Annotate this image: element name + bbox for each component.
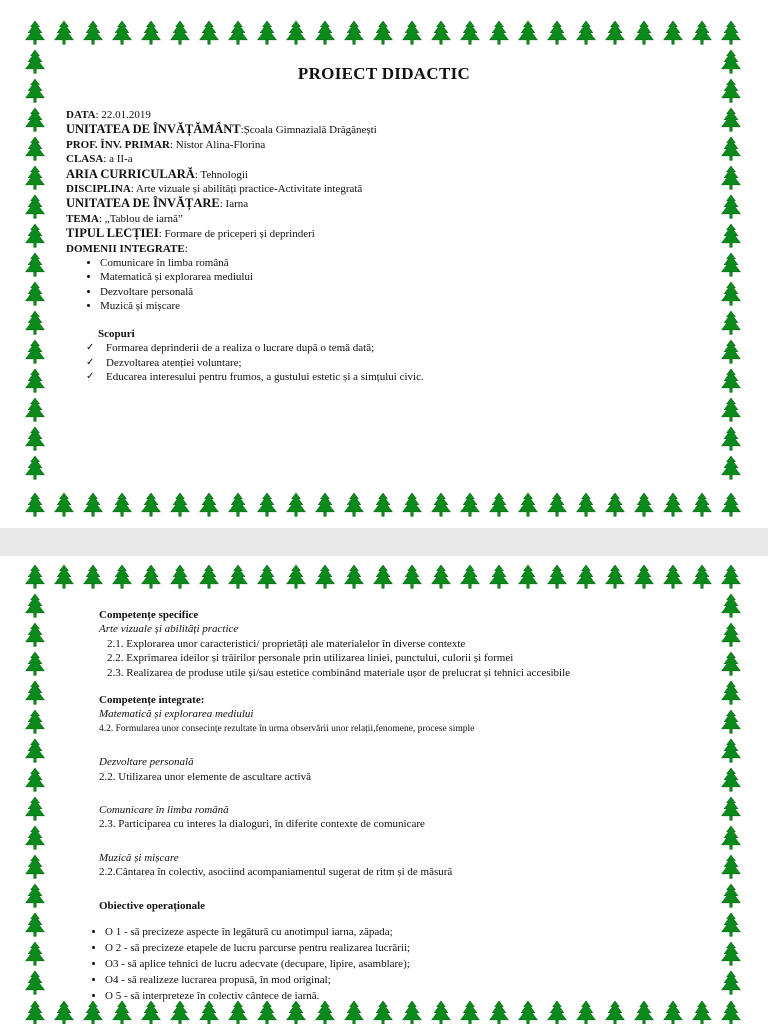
field-row: [66, 226, 706, 241]
field-row: [66, 152, 706, 166]
tree-icon: [55, 493, 74, 516]
field-row: [66, 182, 706, 196]
tree-icon: [722, 493, 741, 516]
field-label: PROF. ÎNV. PRIMAR: [66, 138, 170, 151]
tree-icon: [606, 21, 625, 44]
tree-icon: [26, 340, 45, 363]
field-label: CLASA: [66, 153, 104, 166]
tree-icon: [693, 493, 712, 516]
tree-icon: [548, 21, 567, 44]
com-item: 2.3. Participarea cu interes la dialoguri, în diferite contexte de comunicare: [99, 818, 425, 831]
project-header-section: [66, 108, 706, 384]
document-page-2: [0, 556, 768, 1024]
tree-icon: [722, 971, 741, 994]
tree-icon: [722, 826, 741, 849]
tree-icon: [142, 493, 161, 516]
tree-icon: [722, 913, 741, 936]
muz-title: Muzică și mișcare: [99, 851, 179, 864]
field-value: : a II-a: [103, 153, 133, 166]
tree-icon: [722, 768, 741, 791]
tree-icon: [287, 493, 306, 516]
tree-icon: [722, 1001, 741, 1024]
tree-icon: [664, 565, 683, 588]
tree-icon: [26, 884, 45, 907]
tree-icon: [722, 340, 741, 363]
tree-icon: [722, 427, 741, 450]
field-value: :Școala Gimnazială Drăgănești: [240, 124, 377, 137]
tree-icon: [142, 21, 161, 44]
tree-icon: [490, 21, 509, 44]
tree-icon: [345, 565, 364, 588]
tree-icon: [722, 224, 741, 247]
tree-icon: [26, 311, 45, 334]
tree-icon: [287, 21, 306, 44]
tree-icon: [403, 493, 422, 516]
field-row: [66, 196, 706, 211]
list-item: ✓ Formarea deprinderii de a realiza o lucrare după o temă dată;: [66, 341, 706, 355]
tree-icon: [722, 942, 741, 965]
tree-icon: [26, 855, 45, 878]
tree-icon: [461, 493, 480, 516]
tree-icon: [432, 565, 451, 588]
tree-icon: [403, 21, 422, 44]
tree-icon: [606, 493, 625, 516]
tree-icon: [55, 21, 74, 44]
tree-icon: [26, 21, 45, 44]
tree-icon: [171, 1001, 190, 1024]
tree-icon: [26, 398, 45, 421]
arte-title: Arte vizuale și abilități practice: [99, 623, 239, 636]
tree-icon: [693, 21, 712, 44]
field-row: [66, 138, 706, 152]
tree-icon: [171, 493, 190, 516]
tree-icon: [26, 108, 45, 131]
tree-icon: [432, 21, 451, 44]
tree-icon: [722, 652, 741, 675]
list-item: 2.1. Explorarea unor caracteristici/ proprietăți ale materialelor în diverse contexte: [107, 637, 466, 650]
tree-icon: [26, 797, 45, 820]
tree-icon: [84, 21, 103, 44]
tree-icon: [316, 1001, 335, 1024]
tree-icon: [84, 1001, 103, 1024]
tree-icon: [722, 623, 741, 646]
field-row: [66, 212, 706, 226]
list-item: • Comunicare în limba română: [100, 256, 706, 270]
tree-icon: [403, 565, 422, 588]
tree-icon: [258, 493, 277, 516]
muz-item: 2.2.Cântarea în colectiv, asociind acompaniamentul sugerat de ritm și de măsură: [99, 866, 453, 879]
tree-icon: [722, 456, 741, 479]
tree-icon: [722, 195, 741, 218]
tree-icon: [26, 739, 45, 762]
scopuri-title: Scopuri: [98, 327, 135, 340]
tree-icon: [113, 565, 132, 588]
list-item: ✓ Dezvoltarea atenției voluntare;: [66, 356, 706, 370]
field-value: : Formare de priceperi și deprinderi: [158, 228, 315, 241]
field-label: DISCIPLINA: [66, 183, 131, 196]
tree-icon: [722, 137, 741, 160]
tree-icon: [722, 884, 741, 907]
tree-icon: [26, 253, 45, 276]
tree-icon: [258, 21, 277, 44]
list-item: • O4 - să realizeze lucrarea propusă, în mod original;: [105, 972, 699, 988]
competente-specifice-title: Competențe specifice: [99, 609, 199, 621]
tree-icon: [374, 565, 393, 588]
tree-icon: [26, 623, 45, 646]
tree-icon: [635, 21, 654, 44]
tree-icon: [519, 1001, 538, 1024]
field-value: : „Tablou de iarnă”: [99, 212, 183, 225]
field-row: [66, 167, 706, 182]
tree-icon: [606, 565, 625, 588]
tree-icon: [606, 1001, 625, 1024]
tree-icon: [635, 565, 654, 588]
tree-icon: [287, 1001, 306, 1024]
tree-icon: [548, 1001, 567, 1024]
tree-icon: [113, 21, 132, 44]
tree-icon: [26, 826, 45, 849]
mate-item: 4.2. Formularea unor consecințe rezultate în urma observării unor relații,fenomene, procese simple: [99, 723, 475, 734]
tree-icon: [722, 108, 741, 131]
obiective-title: Obiective operaționale: [99, 899, 206, 912]
tree-icon: [432, 493, 451, 516]
tree-icon: [664, 21, 683, 44]
tree-icon: [316, 21, 335, 44]
tree-icon: [722, 681, 741, 704]
tree-icon: [113, 1001, 132, 1024]
tree-icon: [171, 565, 190, 588]
list-item: • O 2 - să precizeze etapele de lucru parcurse pentru realizarea lucrării;: [105, 940, 699, 956]
tree-icon: [345, 1001, 364, 1024]
tree-icon: [84, 493, 103, 516]
tree-icon: [84, 565, 103, 588]
tree-icon: [490, 565, 509, 588]
competencies-section: [99, 608, 699, 1004]
mate-title: Matematică și explorarea mediului: [99, 708, 254, 721]
tree-icon: [722, 565, 741, 588]
tree-icon: [316, 493, 335, 516]
tree-icon: [26, 195, 45, 218]
tree-icon: [577, 565, 596, 588]
field-value: : Nistor Alina-Florina: [169, 138, 266, 151]
tree-icon: [229, 493, 248, 516]
tree-icon: [722, 797, 741, 820]
dezv-item: 2.2. Utilizarea unor elemente de ascultare activă: [99, 770, 311, 783]
tree-icon: [722, 21, 741, 44]
tree-icon: [229, 1001, 248, 1024]
tree-icon: [577, 1001, 596, 1024]
tree-icon: [722, 594, 741, 617]
tree-icon: [635, 1001, 654, 1024]
list-item: • O 5 - să interpreteze în colectiv cântece de iarnă.: [105, 988, 699, 1004]
tree-icon: [26, 971, 45, 994]
field-value: : Arte vizuale și abilități practice-Activitate integrată: [130, 183, 363, 196]
tree-icon: [548, 493, 567, 516]
list-item: • Dezvoltare personală: [100, 285, 706, 299]
tree-icon: [548, 565, 567, 588]
tree-icon: [722, 253, 741, 276]
list-item: • O 1 - să precizeze aspecte în legătură cu anotimpul iarna, zăpada;: [105, 924, 699, 940]
field-value: : 22.01.2019: [95, 109, 151, 121]
tree-icon: [722, 398, 741, 421]
tree-icon: [26, 224, 45, 247]
page-title: PROIECT DIDACTIC: [297, 64, 471, 83]
tree-icon: [258, 565, 277, 588]
tree-icon: [403, 1001, 422, 1024]
tree-icon: [200, 1001, 219, 1024]
list-item: • Matematică și explorarea mediului: [100, 270, 706, 284]
tree-icon: [664, 493, 683, 516]
com-title: Comunicare în limba română: [99, 804, 229, 817]
tree-icon: [345, 21, 364, 44]
tree-icon: [26, 913, 45, 936]
tree-icon: [142, 1001, 161, 1024]
field-value: : Iarna: [219, 198, 249, 211]
domenii-list: [66, 256, 706, 314]
tree-icon: [200, 21, 219, 44]
field-label: TEMA: [66, 212, 99, 225]
tree-icon: [577, 21, 596, 44]
tree-icon: [26, 652, 45, 675]
list-item: • Muzică și mișcare: [100, 299, 706, 313]
tree-icon: [55, 565, 74, 588]
field-label: TIPUL LECȚIEI: [66, 226, 159, 241]
tree-icon: [229, 21, 248, 44]
tree-icon: [722, 710, 741, 733]
field-value: : Tehnologii: [194, 168, 248, 181]
tree-icon: [722, 739, 741, 762]
list-item: 2.3. Realizarea de produse utile și/sau estetice combinând materiale ușor de prelucrat și tehnici accesibile: [107, 666, 571, 679]
tree-icon: [693, 1001, 712, 1024]
tree-icon: [113, 493, 132, 516]
tree-icon: [722, 166, 741, 189]
tree-icon: [519, 493, 538, 516]
list-item: • O3 - să aplice tehnici de lucru adecvate (decupare, lipire, asamblare);: [105, 956, 699, 972]
tree-icon: [490, 493, 509, 516]
tree-icon: [490, 1001, 509, 1024]
field-row: [66, 108, 706, 122]
field-row: [66, 122, 706, 137]
tree-icon: [374, 1001, 393, 1024]
tree-icon: [26, 427, 45, 450]
tree-icon: [200, 565, 219, 588]
list-item: 2.2. Exprimarea ideilor și trăirilor personale prin utilizarea liniei, punctului, culorii și formei: [107, 652, 514, 665]
field-label: UNITATEA DE ÎNVĂȚARE: [66, 196, 220, 211]
tree-icon: [374, 21, 393, 44]
tree-icon: [258, 1001, 277, 1024]
tree-icon: [26, 166, 45, 189]
tree-icon: [26, 456, 45, 479]
tree-icon: [26, 493, 45, 516]
tree-icon: [722, 369, 741, 392]
tree-icon: [635, 493, 654, 516]
tree-icon: [461, 21, 480, 44]
tree-icon: [722, 311, 741, 334]
tree-icon: [200, 493, 219, 516]
tree-icon: [693, 565, 712, 588]
field-row: [66, 242, 706, 256]
tree-icon: [142, 565, 161, 588]
tree-icon: [26, 282, 45, 305]
tree-icon: [722, 855, 741, 878]
scopuri-list: [66, 341, 706, 384]
tree-icon: [461, 565, 480, 588]
tree-icon: [26, 565, 45, 588]
field-label: UNITATEA DE ÎNVĂȚĂMÂNT: [66, 122, 241, 137]
tree-icon: [722, 282, 741, 305]
tree-icon: [171, 21, 190, 44]
tree-icon: [26, 681, 45, 704]
tree-icon: [519, 565, 538, 588]
list-item: ✓ Educarea interesului pentru frumos, a gustului estetic și a simțului civic.: [66, 370, 706, 384]
tree-icon: [461, 1001, 480, 1024]
tree-icon: [26, 942, 45, 965]
tree-icon: [432, 1001, 451, 1024]
tree-icon: [26, 594, 45, 617]
tree-icon: [287, 565, 306, 588]
tree-icon: [55, 1001, 74, 1024]
tree-icon: [26, 768, 45, 791]
tree-icon: [664, 1001, 683, 1024]
tree-icon: [345, 493, 364, 516]
tree-icon: [577, 493, 596, 516]
field-label: DOMENII INTEGRATE: [66, 242, 185, 255]
field-label: ARIA CURRICULARĂ: [66, 166, 195, 181]
tree-icon: [229, 565, 248, 588]
tree-icon: [26, 1001, 45, 1024]
dezv-title: Dezvoltare personală: [99, 756, 194, 769]
field-label: DATA: [66, 109, 96, 121]
tree-icon: [316, 565, 335, 588]
field-value: :: [184, 242, 188, 255]
competente-integrate-title: Competențe integrate:: [99, 694, 205, 707]
tree-icon: [519, 21, 538, 44]
obiective-list: [86, 924, 699, 1004]
arte-items: [99, 637, 699, 680]
tree-icon: [374, 493, 393, 516]
tree-icon: [26, 369, 45, 392]
tree-icon: [26, 137, 45, 160]
tree-icon: [26, 710, 45, 733]
